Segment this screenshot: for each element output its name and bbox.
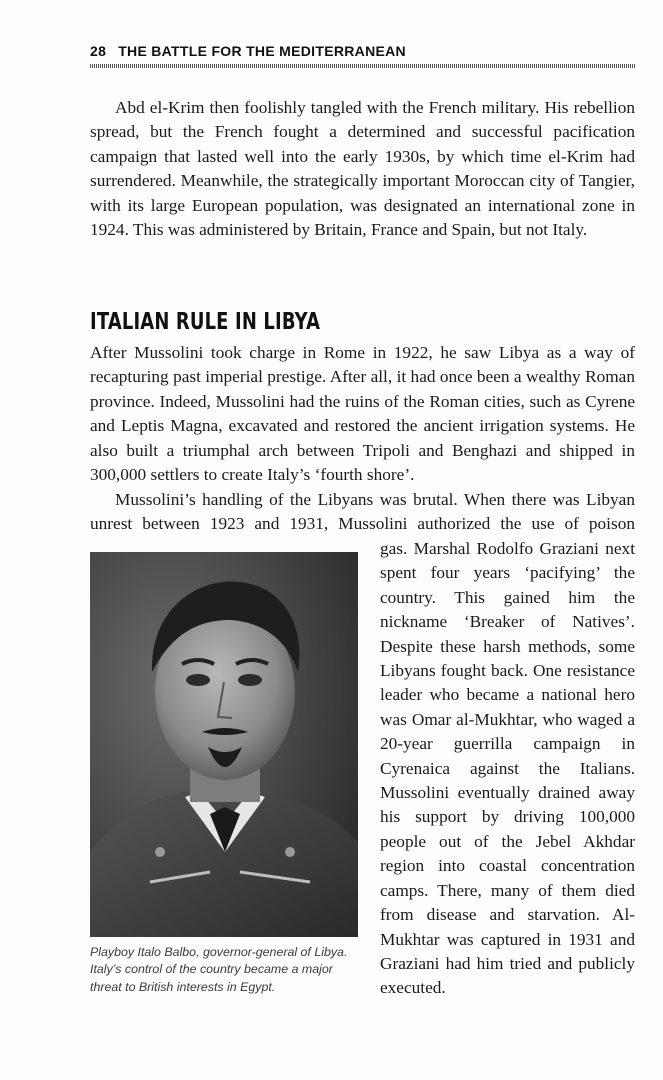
paragraph-brutal-handling [90,488,635,537]
page-number: 28 [90,43,107,59]
paragraph-graziani-column: gas. Marshal Rodolfo Graziani next spent four years ‘pacifying’ the country. This gained him the nickname ‘Breaker of Natives’. Despite these harsh methods, some Libyans fought back. One resistance leader who became a national hero was Omar al-Mukhtar, who waged a 20-year guerrilla campaign in Cyrenaica against the Italians. Mussolini eventually drained away his support by driving 100,000 people out of the Jebel Akhdar region into coastal concentration camps. There, many of them died from disease and starvation. Al-Mukhtar was captured in 1931 and Graziani had him tried and publicly executed. [380,539,635,998]
header-rule [90,64,635,68]
paragraph-tangier: Abd el-Krim then foolishly tangled with the French military. His rebellion spread, but the French fought a determined and successful pacification campaign that lasted well into the early 1930s, by which time el-Krim had surrendered. Meanwhile, the strategically important Moroccan city of Tangier, with its large European population, was designated an international zone in 1924. This was administered by Britain, France and Spain, but not Italy. [90,98,635,240]
section-heading: ITALIAN RULE IN LIBYA [90,309,321,335]
paragraph-line: Mussolini’s handling of the Libyans was brutal. When there was Libyan [115,490,635,509]
photo-caption: Playboy Italo Balbo, governor-general of Libya. Italy’s control of the country became a major threat to British interests in Egypt. [90,945,348,994]
paragraph-line: unrest between 1923 and 1931, Mussolini authorized the use of poison [90,514,635,534]
running-head [90,43,635,59]
running-title: THE BATTLE FOR THE MEDITERRANEAN [118,43,406,59]
portrait-photo-italo-balbo [90,552,358,937]
paragraph-mussolini-libya: After Mussolini took charge in Rome in 1922, he saw Libya as a way of recapturing past imperial prestige. After all, it had once been a wealthy Roman province. Indeed, Mussolini had the ruins of the Roman cities, such as Cyrene and Leptis Magna, excavated and restored the ancient irrigation systems. He also built a triumphal arch between Tripoli and Benghazi and shipped in 300,000 settlers to create Italy’s ‘fourth shore’. [90,343,635,485]
